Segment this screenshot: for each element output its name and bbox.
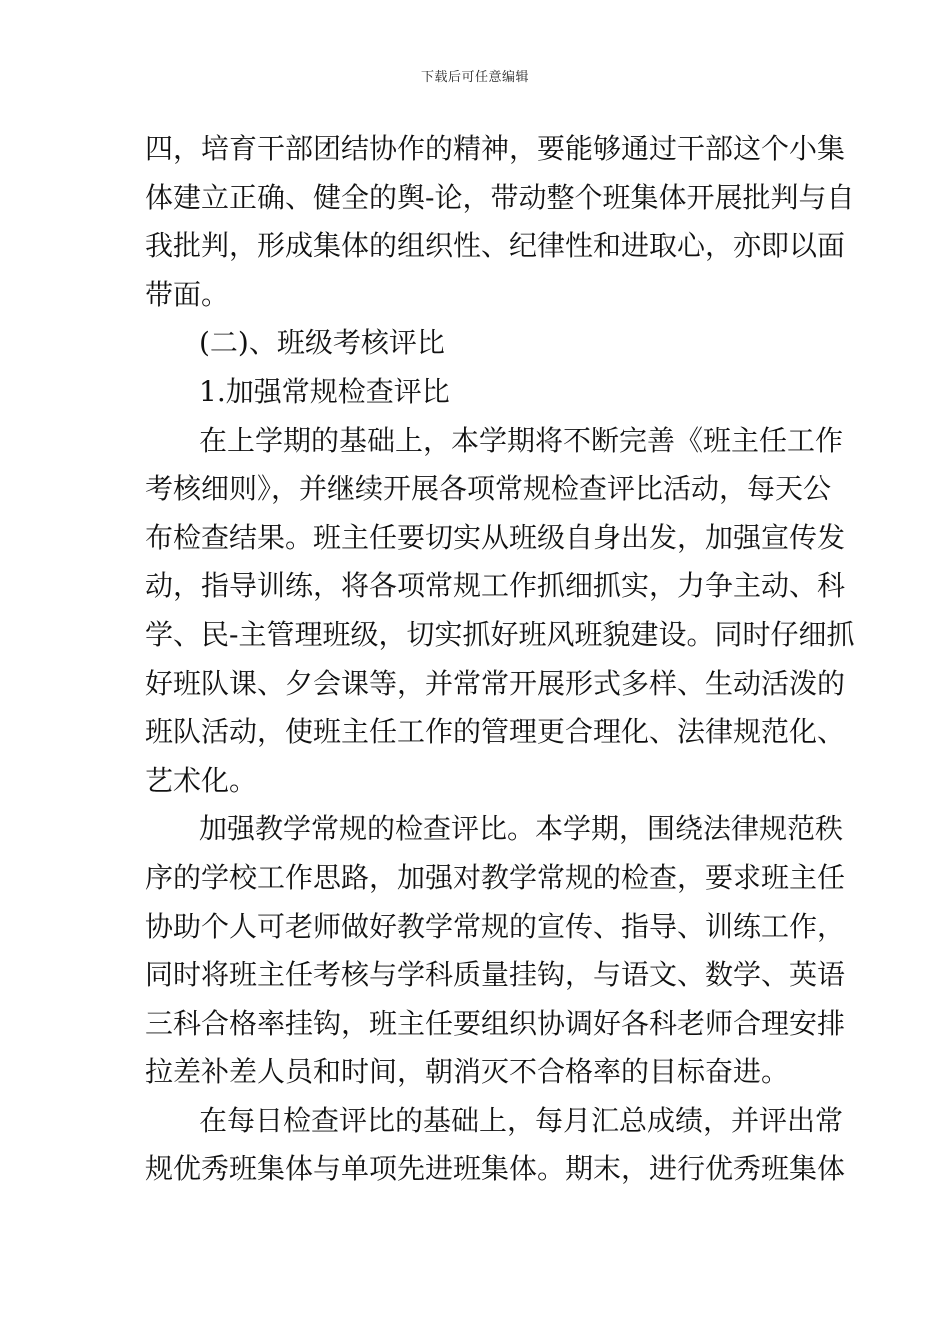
text-line: 三科合格率挂钩，班主任要组织协调好各科老师合理安排 [145,1006,846,1040]
text-line: 加强教学常规的检查评比。本学期，围绕法律规范秩 [199,812,844,846]
text-line: 我批判，形成集体的组织性、纪律性和进取心，亦即以面 [145,229,846,263]
document-body [145,125,855,1194]
text-line: 体建立正确、健全的舆-论，带动整个班集体开展批判与自 [145,180,855,214]
text-line: 规优秀班集体与单项先进班集体。期末，进行优秀班集体 [145,1152,846,1186]
text-line: 在上学期的基础上，本学期将不断完善《班主任工作 [199,423,844,457]
text-line: 布检查结果。班主任要切实从班级自身出发，加强宣传发 [145,520,846,554]
text-line: 同时将班主任考核与学科质量挂钩，与语文、数学、英语 [145,958,846,992]
text-line: 序的学校工作思路，加强对教学常规的检查，要求班主任 [145,860,846,894]
text-line: 考核细则》，并继续开展各项常规检查评比活动，每天公 [145,472,832,506]
text-line: 四，培育干部团结协作的精神，要能够通过干部这个小集 [145,132,846,165]
subsection-heading: 1.加强常规检查评比 [199,374,450,408]
text-line: 好班队课、夕会课等，并常常开展形式多样、生动活泼的 [145,666,846,700]
text-line: 拉差补差人员和时间，朝消灭不合格率的目标奋进。 [145,1055,790,1089]
text-line: 在每日检查评比的基础上，每月汇总成绩，并评出常 [199,1103,844,1137]
text-line: 班队活动，使班主任工作的管理更合理化、法律规范化、 [145,715,846,749]
text-line: 带面。 [145,277,230,311]
section-heading: (二)、班级考核评比 [199,326,445,360]
text-line: 艺术化。 [145,763,258,797]
text-line: 动，指导训练，将各项常规工作抓细抓实，力争主动、科 [145,569,846,603]
page-header-note: 下载后可任意编辑 [420,70,529,85]
text-line: 学、民-主管理班级，切实抓好班风班貌建设。同时仔细抓 [145,617,855,651]
text-line: 协助个人可老师做好教学常规的宣传、指导、训练工作， [145,909,846,943]
